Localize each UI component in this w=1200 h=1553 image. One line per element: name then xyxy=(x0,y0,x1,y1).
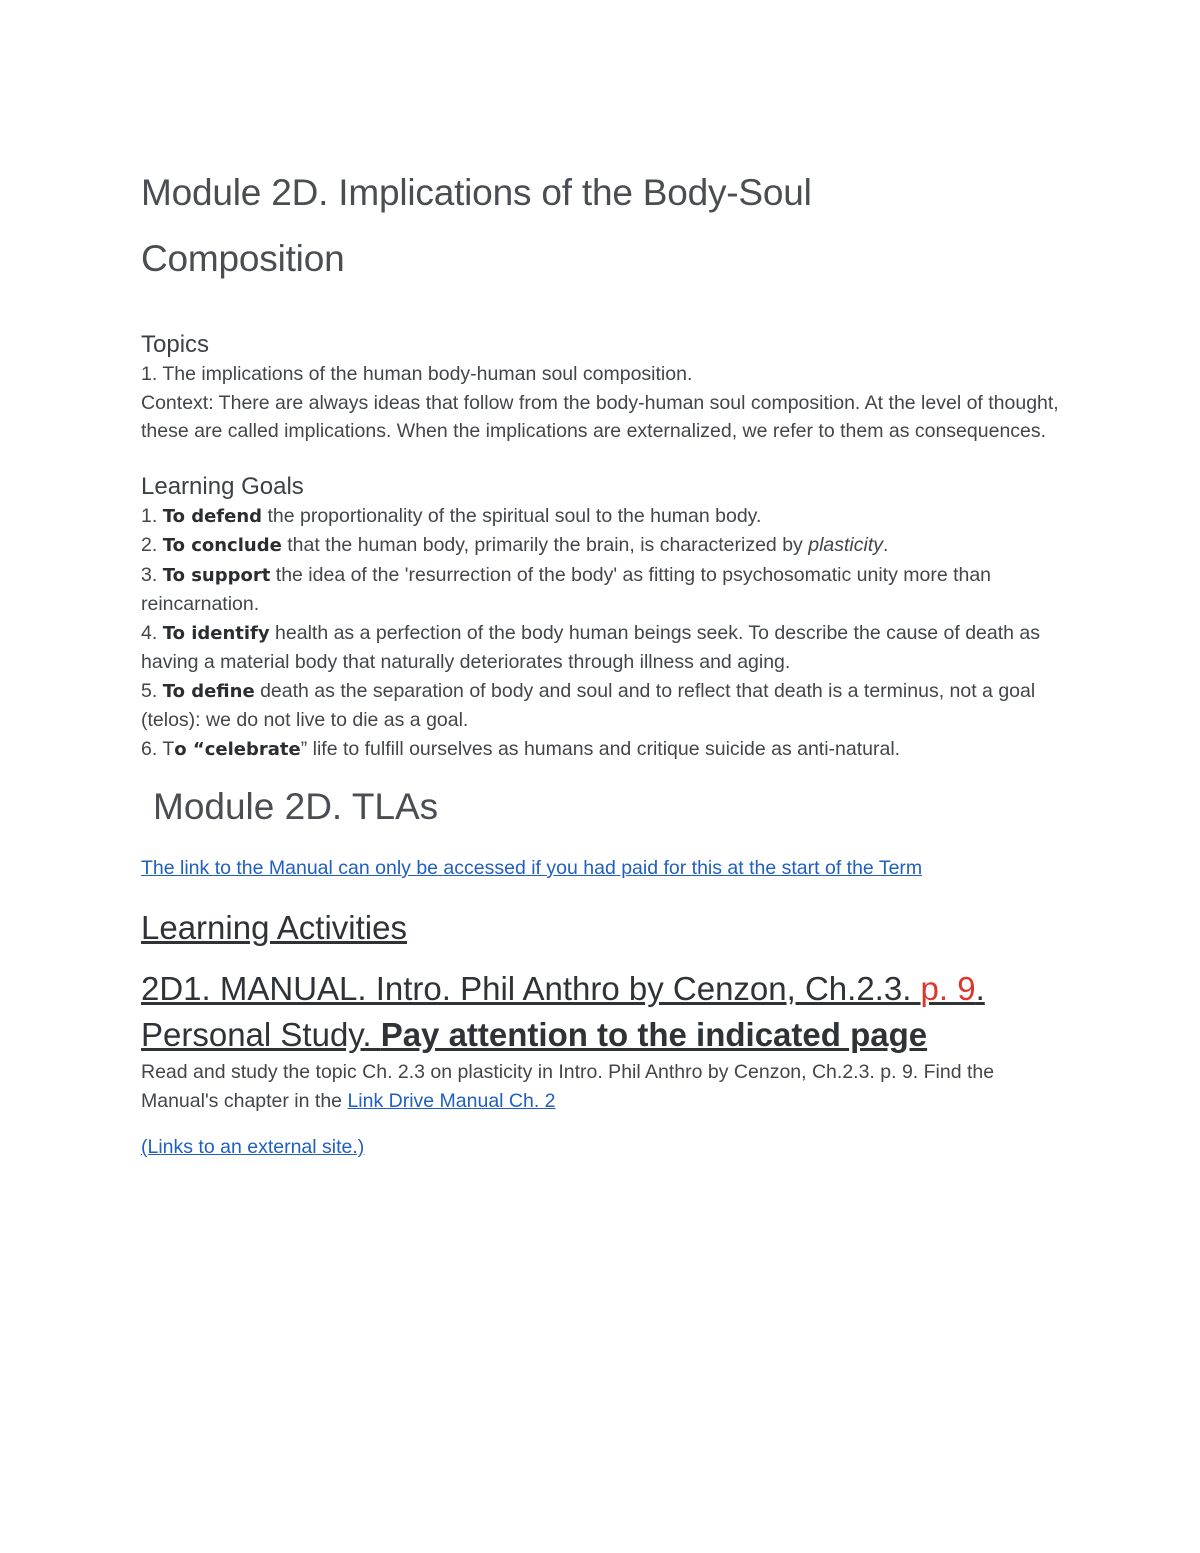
goal-number: 4. xyxy=(141,621,163,644)
goal-item-2 xyxy=(141,531,1066,561)
goal-number: 2. xyxy=(141,534,163,556)
goal-text: ” life to fulfill ourselves as humans and critique suicide as anti-natural. xyxy=(300,737,901,760)
goal-item-5 xyxy=(141,677,1066,735)
activity-2d1-title: 2D1. MANUAL. Intro. Phil Anthro by Cenzon, Ch.2.3. xyxy=(141,970,921,1007)
goal-keyword: To support xyxy=(162,564,271,586)
goal-keyword: To identify xyxy=(162,622,270,644)
goal-keyword: To define xyxy=(162,680,255,702)
goal-text-end: . xyxy=(883,534,889,556)
goal-keyword: To conclude xyxy=(162,535,282,556)
goal-number: 6. T xyxy=(141,737,175,760)
goal-item-6 xyxy=(141,735,1066,765)
instructions-text: Read and study the topic Ch. 2.3 on plasticity in Intro. Phil Anthro by Cenzon, Ch.2.3. p. 9. Find the Manual's chapter in the xyxy=(141,1061,995,1112)
activity-2d1-page-ref: p. 9 xyxy=(920,970,976,1007)
manual-access-link[interactable]: The link to the Manual can only be accessed if you had paid for this at the start of the Term xyxy=(141,857,923,879)
drive-manual-link[interactable]: Link Drive Manual Ch. 2 xyxy=(347,1089,556,1112)
goal-keyword: To defend xyxy=(162,505,263,527)
goal-number: 5. xyxy=(141,679,163,702)
page-title-line2: Composition xyxy=(141,238,345,279)
document-page xyxy=(141,160,1066,1161)
topics-heading: Topics xyxy=(141,331,210,358)
goal-item-3 xyxy=(141,561,1066,619)
learning-goals-heading: Learning Goals xyxy=(141,472,304,500)
tlas-title: Module 2D. TLAs xyxy=(153,786,439,827)
goal-text: that the human body, primarily the brain, is characterized by xyxy=(281,534,809,556)
topic-item-1: 1. The implications of the human body-human soul composition. xyxy=(141,363,693,385)
goal-number: 3. xyxy=(141,563,163,586)
goal-text: health as a perfection of the body human beings seek. To describe the cause of death as having a material body that naturally deteriorates through illness and aging. xyxy=(141,621,1041,673)
page-title xyxy=(141,160,1066,292)
external-site-link[interactable]: (Links to an external site.) xyxy=(141,1136,365,1158)
goal-emphasis: plasticity xyxy=(808,534,883,556)
activity-2d1-heading xyxy=(141,966,1066,1058)
learning-activities-heading: Learning Activities xyxy=(141,909,407,946)
goal-text: the proportionality of the spiritual soul to the human body. xyxy=(262,504,762,527)
page-title-line1: Module 2D. Implications of the Body-Soul xyxy=(141,172,812,213)
goal-number: 1. xyxy=(141,504,163,527)
context-paragraph: Context: There are always ideas that follow from the body-human soul composition. At the level of thought, these are called implications. When the implications are externalized, we refer to them as consequences. xyxy=(141,391,1059,442)
goal-text: the idea of the 'resurrection of the body' as fitting to psychosomatic unity more than reincarnation. xyxy=(141,563,992,615)
activity-2d1-instructions xyxy=(141,1058,1066,1115)
goal-item-1 xyxy=(141,502,1066,532)
activity-2d1-subtitle: . Personal Study. xyxy=(141,970,985,1053)
activity-2d1-emphasis: Pay attention to the indicated page xyxy=(380,1016,928,1053)
goal-text: death as the separation of body and soul and to reflect that death is a terminus, not a goal (telos): we do not live to die as a goal. xyxy=(141,679,1036,731)
goal-keyword: o “celebrate xyxy=(174,738,301,760)
goal-item-4 xyxy=(141,619,1066,677)
